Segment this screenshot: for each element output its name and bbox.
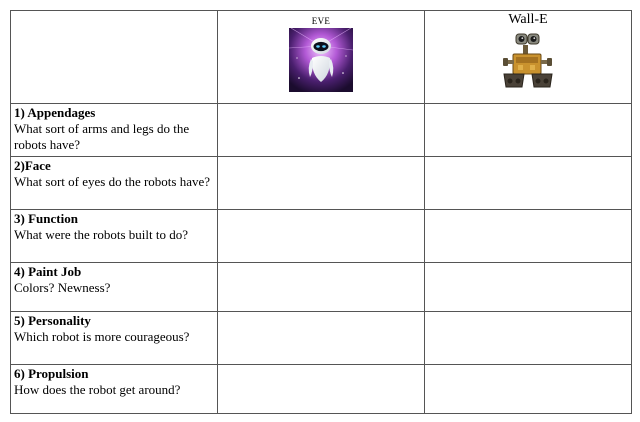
walle-label: Wall-E xyxy=(508,12,548,27)
walle-answer-cell[interactable] xyxy=(425,104,632,157)
eve-answer-cell[interactable] xyxy=(218,365,425,414)
question-title: 2)Face xyxy=(14,158,51,173)
eve-answer-cell[interactable] xyxy=(218,312,425,365)
question-cell xyxy=(11,312,218,365)
walle-answer-cell[interactable] xyxy=(425,157,632,210)
walle-answer-cell[interactable] xyxy=(425,210,632,263)
walle-robot-picture xyxy=(500,30,556,90)
question-title: 3) Function xyxy=(14,211,78,226)
table-header-row xyxy=(11,11,632,104)
table-row xyxy=(11,104,632,157)
question-cell xyxy=(11,210,218,263)
eve-header-cell xyxy=(218,11,425,104)
eve-answer-cell[interactable] xyxy=(218,104,425,157)
question-cell xyxy=(11,263,218,312)
table-row xyxy=(11,312,632,365)
question-cell xyxy=(11,365,218,414)
table-row xyxy=(11,365,632,414)
question-title: 1) Appendages xyxy=(14,105,96,120)
eve-answer-cell[interactable] xyxy=(218,210,425,263)
table-row xyxy=(11,263,632,312)
table-row xyxy=(11,157,632,210)
table-row xyxy=(11,210,632,263)
question-text: Which robot is more courageous? xyxy=(14,329,190,344)
eve-answer-cell[interactable] xyxy=(218,263,425,312)
question-text: What sort of arms and legs do the robots have? xyxy=(14,121,190,152)
question-title: 5) Personality xyxy=(14,313,91,328)
question-text: Colors? Newness? xyxy=(14,280,111,295)
question-title: 4) Paint Job xyxy=(14,264,82,279)
question-text: How does the robot get around? xyxy=(14,382,181,397)
eve-answer-cell[interactable] xyxy=(218,157,425,210)
blank-corner-cell xyxy=(11,11,218,104)
question-text: What sort of eyes do the robots have? xyxy=(14,174,211,189)
question-text: What were the robots built to do? xyxy=(14,227,189,242)
walle-answer-cell[interactable] xyxy=(425,312,632,365)
walle-answer-cell[interactable] xyxy=(425,365,632,414)
question-title: 6) Propulsion xyxy=(14,366,89,381)
question-cell xyxy=(11,157,218,210)
comparison-table xyxy=(10,10,632,414)
walle-header-cell xyxy=(425,11,632,104)
eve-robot-picture xyxy=(289,28,353,92)
eve-label: EVE xyxy=(311,16,331,26)
walle-answer-cell[interactable] xyxy=(425,263,632,312)
question-cell xyxy=(11,104,218,157)
